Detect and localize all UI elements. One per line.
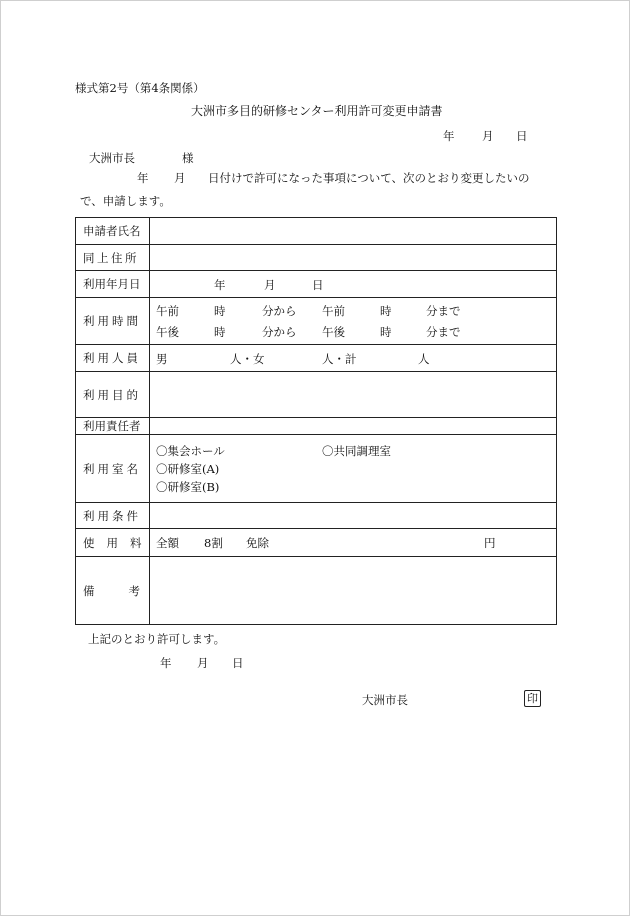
approval-text: 上記のとおり許可します。 [88,632,226,646]
people-field[interactable] [150,345,557,372]
room-option-training-b[interactable]: 〇研修室(B) [156,480,220,494]
row-date [76,271,557,298]
date-label: 利用年月日 [83,277,141,291]
room-option-kitchen[interactable]: 〇共同調理室 [322,444,391,458]
fee-label: 使用料 [83,535,154,550]
condition-label: 利用条件 [83,508,141,523]
row-purpose [76,372,557,418]
time-end-hour: 時 [380,304,392,318]
row-time [76,298,557,345]
address-field[interactable] [150,245,557,271]
people-label: 利用人員 [83,351,141,365]
addressee-honorific: 様 [182,151,194,165]
row-address [76,245,557,271]
row-fee [76,529,557,557]
room-option-hall[interactable]: 〇集会ホール [156,444,225,458]
people-male: 男 [156,352,168,366]
approval-month: 月 [197,656,209,670]
time-start-from: 分から [262,304,297,318]
room-field[interactable] [150,435,557,503]
time-end-pm: 午後 [322,325,345,339]
application-table [75,217,557,625]
time-end-am: 午前 [322,304,345,318]
row-remarks [76,557,557,625]
fee-field[interactable] [150,529,557,557]
seal-mark [524,690,541,707]
time-start-am: 午前 [156,304,179,318]
time-field[interactable] [150,298,557,345]
mayor-title: 大洲市長 [362,693,408,707]
time-end-to-pm: 分まで [426,325,461,339]
time-start-hour-pm: 時 [214,325,226,339]
approval-day: 日 [232,656,244,670]
time-start-pm: 午後 [156,325,179,339]
time-end-hour-pm: 時 [380,325,392,339]
header-date-day: 日 [516,129,528,143]
room-option-training-a[interactable]: 〇研修室(A) [156,462,220,476]
time-start-hour: 時 [214,304,226,318]
intro-year: 年 [137,171,149,185]
responsible-label: 利用責任者 [83,419,141,433]
approval-year: 年 [160,656,172,670]
row-condition [76,503,557,529]
intro-month: 月 [174,171,186,185]
responsible-field[interactable] [150,418,557,435]
row-room [76,435,557,503]
fee-full: 全額 [156,536,179,550]
date-day-unit: 日 [312,278,324,292]
fee-80-percent: 8割 [204,536,223,550]
condition-field[interactable] [150,503,557,529]
date-year-unit: 年 [214,278,226,292]
form-title: 大洲市多目的研修センター利用許可変更申請書 [191,104,443,118]
row-people [76,345,557,372]
applicant-name-field[interactable] [150,218,557,245]
date-field[interactable] [150,271,557,298]
purpose-field[interactable] [150,372,557,418]
form-number: 様式第2号（第4条関係） [75,81,205,95]
remarks-label: 備考 [83,583,174,598]
header-date-year: 年 [443,129,455,143]
purpose-label: 利用目的 [83,387,141,402]
addressee: 大洲市長 [89,151,135,165]
people-total: 人・計 [322,352,357,366]
room-label: 利用室名 [83,461,141,476]
fee-yen-unit: 円 [484,536,496,550]
header-date-month: 月 [482,129,494,143]
intro-text-line1: 日付けで許可になった事項について、次のとおり変更したいの [208,171,530,185]
applicant-name-label: 申請者氏名 [83,224,141,238]
address-label: 同上住所 [83,250,139,265]
intro-text-line2: で、申請します。 [80,194,171,208]
time-label: 利用時間 [83,314,141,328]
time-start-from-pm: 分から [262,325,297,339]
people-female: 人・女 [230,352,265,366]
seal-icon: 印 [524,690,541,707]
fee-exempt: 免除 [246,536,269,550]
row-responsible [76,418,557,435]
date-month-unit: 月 [264,278,276,292]
row-applicant-name [76,218,557,245]
time-end-to: 分まで [426,304,461,318]
people-unit: 人 [418,352,430,366]
remarks-field[interactable] [150,557,557,625]
